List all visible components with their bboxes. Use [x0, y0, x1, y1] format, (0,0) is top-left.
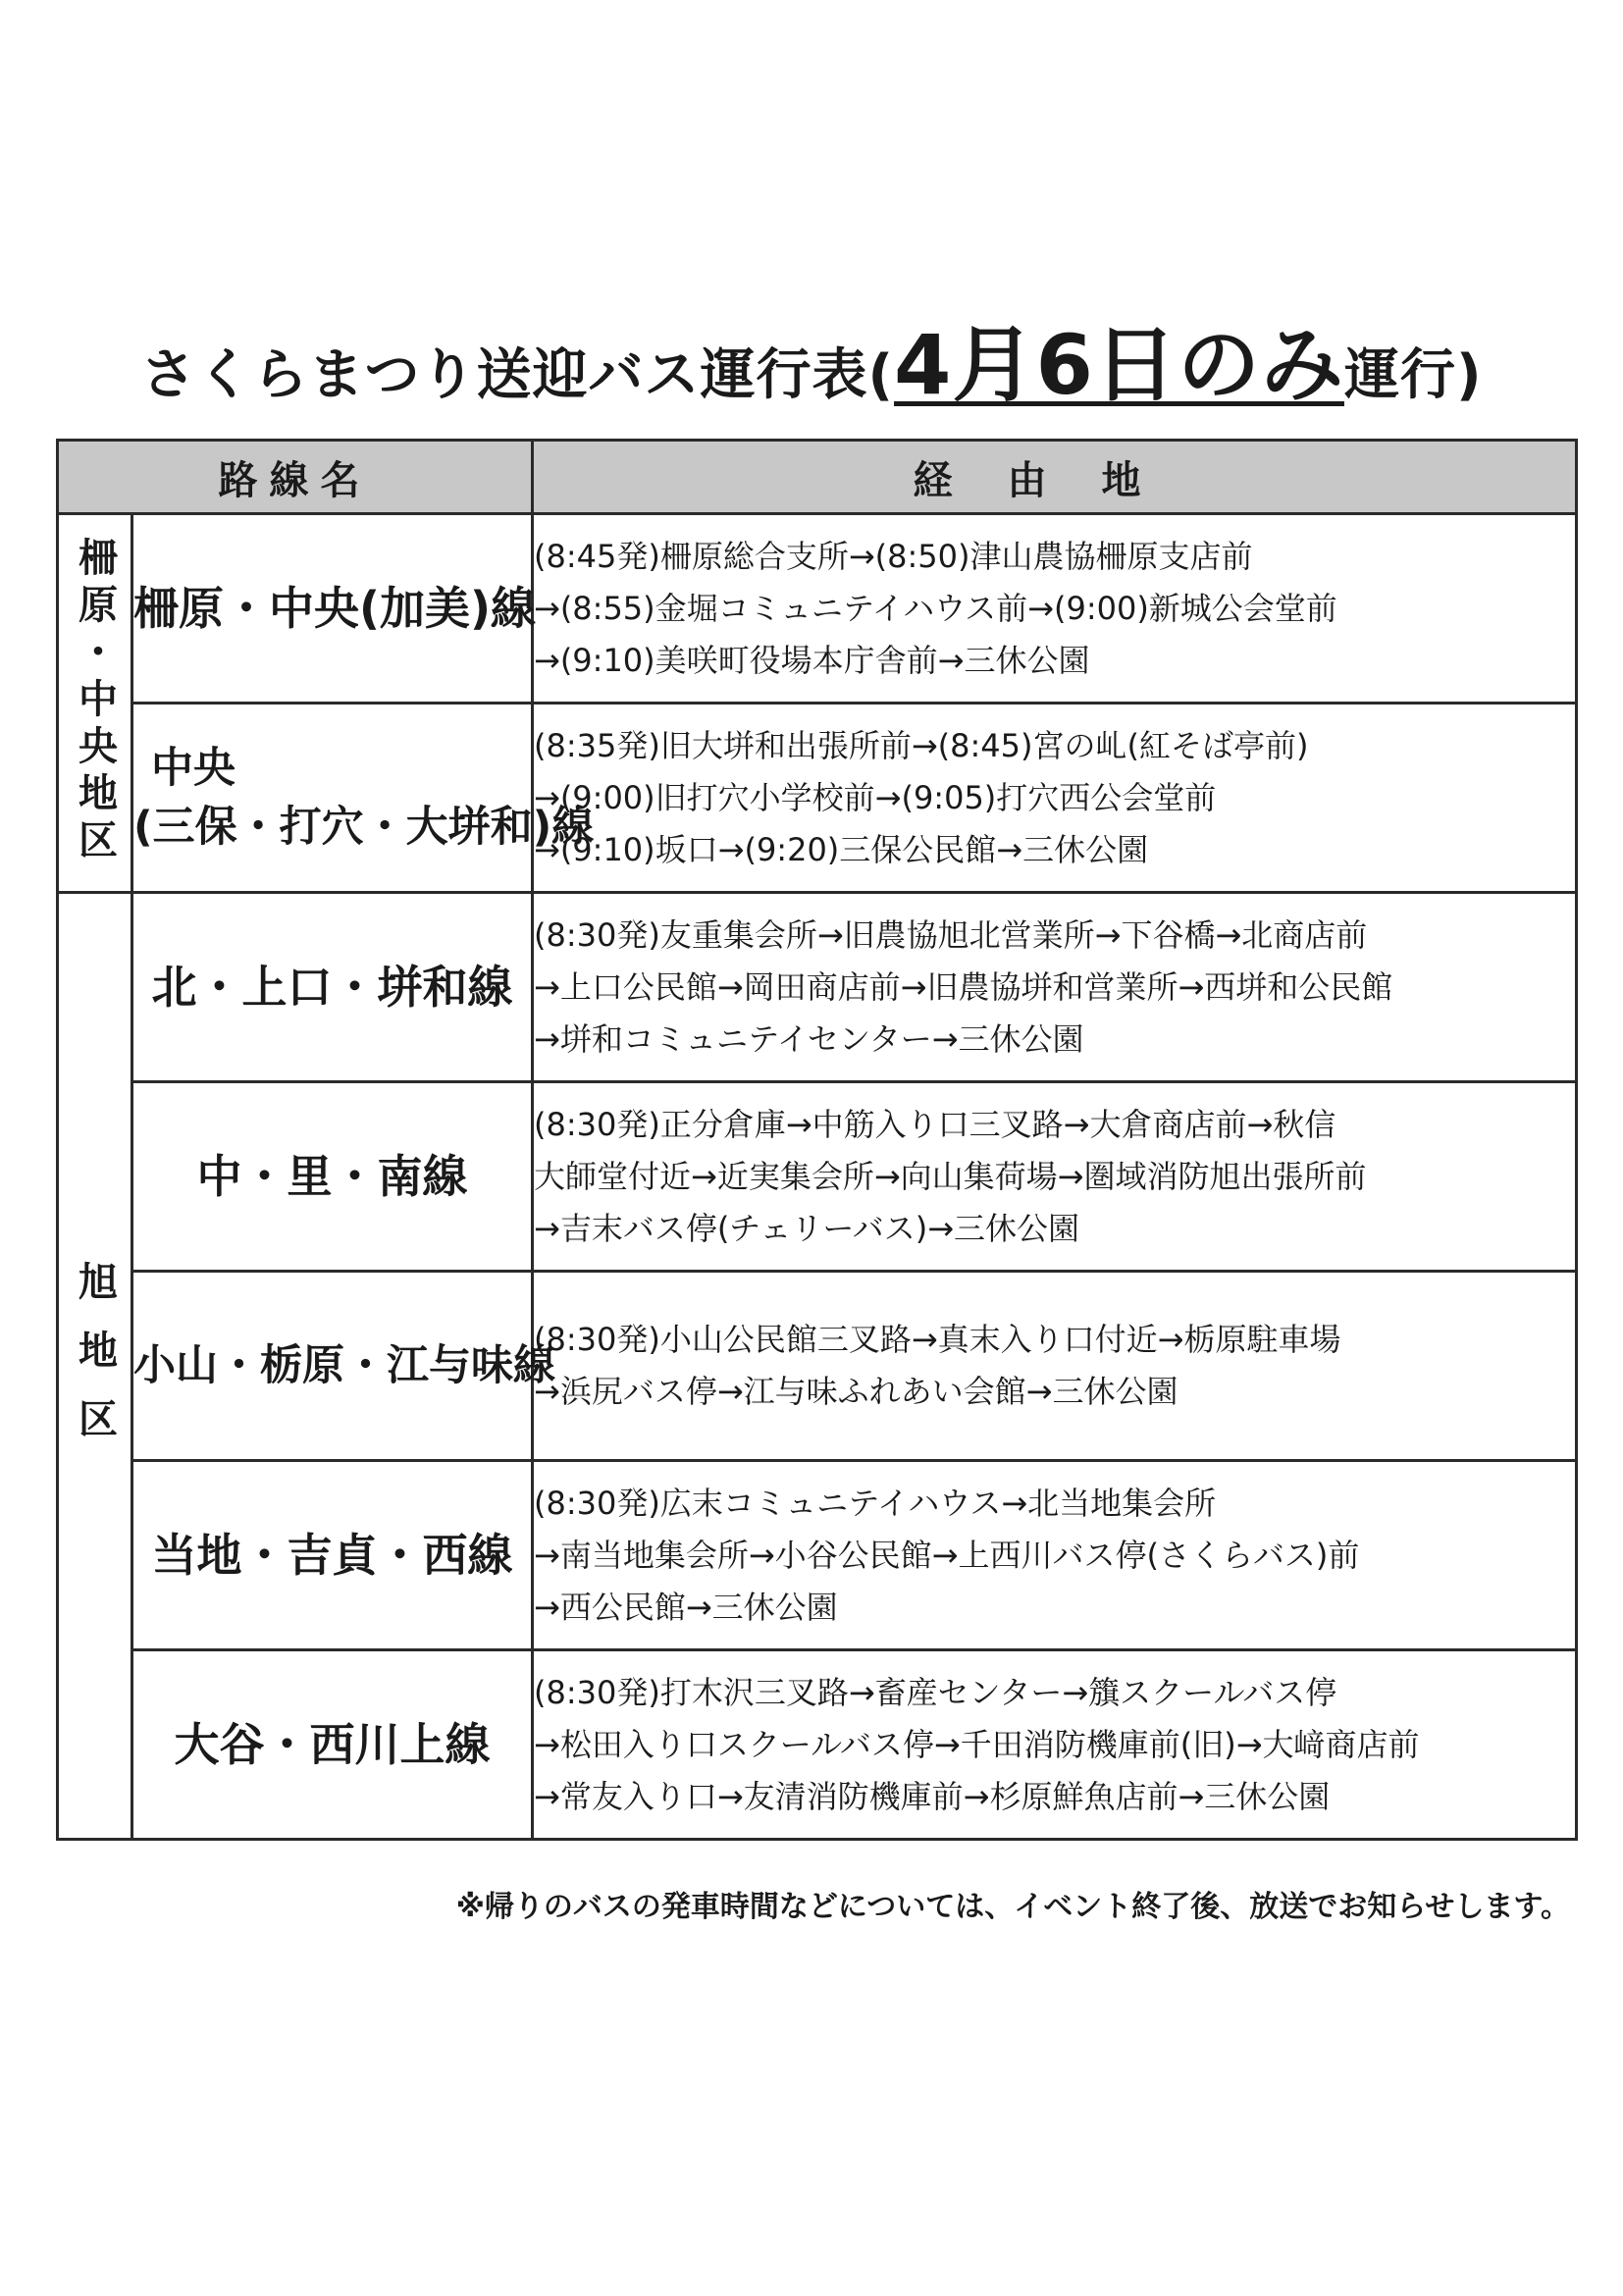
route-stops-cell [533, 514, 1577, 704]
table-row [58, 1082, 1577, 1272]
title-prefix: さくらまつり送迎バス運行表 [140, 343, 868, 407]
stops-line: (8:30発)広末コミュニテイハウス→北当地集会所 [534, 1484, 1217, 1522]
table-row [58, 704, 1577, 893]
stops-line: →常友入り口→友清消防機庫前→杉原鮮魚店前→三休公園 [534, 1777, 1331, 1815]
bus-schedule-table [56, 439, 1578, 1841]
stops-line: (8:30発)小山公民館三叉路→真末入り口付近→栃原駐車場 [534, 1321, 1341, 1358]
district-label: 旭地区 [72, 1261, 118, 1467]
table-row [58, 1272, 1577, 1461]
title-paren-close: ) [1455, 343, 1483, 407]
stops-line: →(8:55)金堀コミュニテイハウス前→(9:00)新城公会堂前 [534, 589, 1337, 627]
stops-line: (8:35発)旧大垪和出張所前→(8:45)宮の乢(紅そば亭前) [534, 726, 1309, 764]
stops-line: 大師堂付近→近実集会所→向山集荷場→圏域消防旭出張所前 [534, 1157, 1367, 1195]
stops-line: (8:30発)友重集会所→旧農協旭北営業所→下谷橋→北商店前 [534, 915, 1368, 954]
header-via: 経由地 [533, 441, 1577, 514]
stops-line: →(9:10)美咲町役場本庁舎前→三休公園 [534, 641, 1090, 679]
route-name: 大谷・西川上線 [174, 1718, 491, 1771]
stops-line: →松田入り口スクールバス停→千田消防機庫前(旧)→大﨑商店前 [534, 1725, 1420, 1763]
route-name-cell [132, 514, 537, 704]
stops-line: →(9:00)旧打穴小学校前→(9:05)打穴西公会堂前 [534, 778, 1217, 816]
route-name: 中央 [151, 744, 236, 793]
route-name: 北・上口・垪和線 [151, 961, 513, 1014]
district-cell [58, 514, 132, 893]
route-stops-cell [533, 704, 1577, 893]
route-name-cell [132, 1082, 533, 1272]
route-stops-cell [533, 1272, 1577, 1461]
stops-line: (8:30発)打木沢三叉路→畜産センター→籏スクールバス停 [534, 1673, 1337, 1711]
title-paren-open: ( [867, 343, 895, 407]
route-name: 小山・栃原・江与味線 [133, 1341, 555, 1390]
stops-line: →南当地集会所→小谷公民館→上西川バス停(さくらバス)前 [534, 1536, 1360, 1574]
footnote: ※帰りのバスの発車時間などについては、イベント終了後、放送でお知らせします。 [455, 1890, 1570, 1924]
route-name-cell [132, 893, 533, 1082]
stops-line: →浜尻バス停→江与味ふれあい会館→三休公園 [534, 1373, 1178, 1410]
table-header-row [58, 441, 1577, 514]
route-stops-cell [533, 1082, 1577, 1272]
route-name-cell [132, 1461, 533, 1650]
district-label: 柵原・中央地区 [72, 536, 118, 866]
stops-line: (8:30発)正分倉庫→中筋入り口三叉路→大倉商店前→秋信 [534, 1105, 1336, 1143]
route-name: 中・里・南線 [196, 1150, 468, 1203]
route-stops-cell [533, 1461, 1577, 1650]
route-name-cell [132, 704, 595, 893]
table-row [58, 893, 1577, 1082]
table-row [58, 514, 1577, 704]
stops-line: (8:45発)柵原総合支所→(8:50)津山農協柵原支店前 [534, 537, 1253, 575]
table-row [58, 1461, 1577, 1650]
stops-line: →西公民館→三休公園 [534, 1588, 838, 1626]
stops-line: →(9:10)坂口→(9:20)三保公民館→三休公園 [534, 830, 1149, 868]
page-title [0, 316, 1623, 425]
stops-line: →上口公民館→岡田商店前→旧農協垪和営業所→西垪和公民館 [534, 967, 1393, 1006]
header-route-name: 路線名 [58, 441, 533, 514]
route-stops-cell [533, 893, 1577, 1082]
route-name-cell [132, 1650, 533, 1840]
table-row [58, 1650, 1577, 1840]
route-stops-cell [533, 1650, 1577, 1840]
route-name-cell [132, 1272, 555, 1461]
stops-line: →吉末バス停(チェリーバス)→三休公園 [534, 1209, 1080, 1247]
title-date-highlight: 4月6日のみ [894, 317, 1344, 413]
stops-line: →垪和コミュニテイセンター→三休公園 [534, 1019, 1084, 1058]
route-name: 当地・吉貞・西線 [151, 1529, 513, 1582]
district-cell [58, 893, 132, 1840]
route-name: (三保・打穴・大垪和)線 [133, 803, 595, 852]
title-suffix: 運行 [1343, 343, 1456, 407]
route-name: 柵原・中央(加美)線 [133, 582, 537, 635]
